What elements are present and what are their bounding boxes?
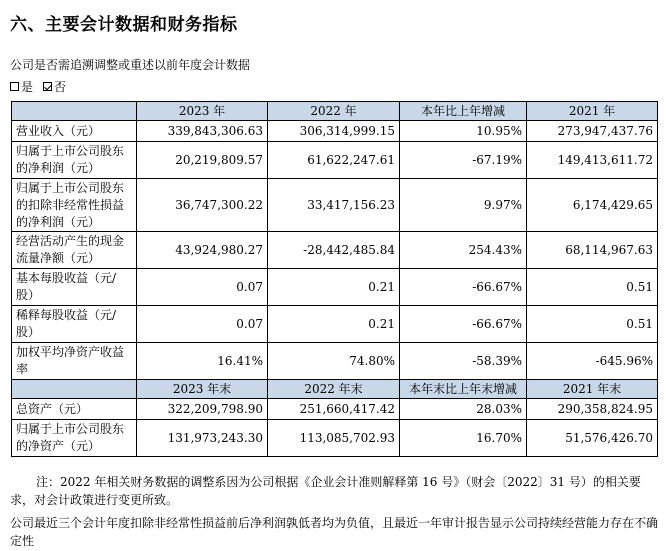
table-cell: 20,219,809.57 (137, 142, 268, 179)
row-label: 总资产（元） (12, 399, 137, 420)
table-cell: 61,622,247.61 (268, 142, 400, 179)
option-yes[interactable] (10, 78, 33, 95)
going-concern-statement: 公司最近三个会计年度扣除非经常性损益前后净利润孰低者均为负值，且最近一年审计报告显示公司持续经营能力存在不确定性 (10, 516, 659, 548)
table-cell: -28,442,485.84 (268, 232, 400, 269)
table-cell: 0.07 (137, 306, 268, 343)
column-header: 2021 年末 (527, 380, 658, 399)
column-header: 2023 年末 (137, 380, 268, 399)
restatement-question: 公司是否需追溯调整或重述以前年度会计数据 (10, 58, 251, 72)
column-header (12, 380, 137, 399)
option-no-label: 否 (54, 80, 67, 94)
column-header: 本年末比上年末增减 (400, 380, 527, 399)
table-cell: -58.39% (400, 343, 527, 380)
table-row (12, 399, 658, 420)
table-cell: 0.21 (268, 306, 400, 343)
row-label: 营业收入（元） (12, 121, 137, 142)
column-header: 本年比上年增减 (400, 102, 527, 121)
restatement-options (10, 78, 72, 95)
table-cell: 149,413,611.72 (527, 142, 658, 179)
table-row (12, 179, 658, 232)
column-header: 2023 年 (137, 102, 268, 121)
column-header: 2022 年末 (268, 380, 400, 399)
option-yes-label: 是 (21, 80, 34, 94)
checkbox-no-checked-icon[interactable] (43, 82, 52, 91)
column-header: 2022 年 (268, 102, 400, 121)
table-cell: 9.97% (400, 179, 527, 232)
financial-data-table (11, 101, 658, 457)
table-row (12, 121, 658, 142)
table-cell: -645.96% (527, 343, 658, 380)
table-cell: 74.80% (268, 343, 400, 380)
row-label: 基本每股收益（元/股） (12, 269, 137, 306)
table-row (12, 142, 658, 179)
table-header-row (12, 380, 658, 399)
checkbox-yes-icon[interactable] (10, 82, 19, 91)
table-cell: 273,947,437.76 (527, 121, 658, 142)
table-row (12, 343, 658, 380)
table-cell: 131,973,243.30 (137, 420, 268, 457)
table-cell: 322,209,798.90 (137, 399, 268, 420)
table-cell: -66.67% (400, 306, 527, 343)
column-header (12, 102, 137, 121)
row-label: 加权平均净资产收益率 (12, 343, 137, 380)
section-title: 六、主要会计数据和财务指标 (10, 15, 238, 35)
table-cell: 251,660,417.42 (268, 399, 400, 420)
table-cell: 0.51 (527, 269, 658, 306)
row-label: 归属于上市公司股东的净资产（元） (12, 420, 137, 457)
table-cell: 113,085,702.93 (268, 420, 400, 457)
table-cell: 33,417,156.23 (268, 179, 400, 232)
table-row (12, 269, 658, 306)
table-cell: 6,174,429.65 (527, 179, 658, 232)
footnote: 注：2022 年相关财务数据的调整系因为公司根据《企业会计准则解释第 16 号》（财会〔2022〕31 号）的相关要求，对会计政策进行变更所致。 (10, 475, 641, 507)
table-cell: 339,843,306.63 (137, 121, 268, 142)
table-cell: 16.41% (137, 343, 268, 380)
table-row (12, 232, 658, 269)
row-label: 稀释每股收益（元/股） (12, 306, 137, 343)
row-label: 归属于上市公司股东的扣除非经常性损益的净利润（元） (12, 179, 137, 232)
table-cell: 16.70% (400, 420, 527, 457)
table-cell: 0.51 (527, 306, 658, 343)
table-cell: 0.21 (268, 269, 400, 306)
table-row (12, 420, 658, 457)
table-cell: 0.07 (137, 269, 268, 306)
table-cell: 254.43% (400, 232, 527, 269)
table-cell: 290,358,824.95 (527, 399, 658, 420)
table-cell: 43,924,980.27 (137, 232, 268, 269)
table-row (12, 306, 658, 343)
row-label: 归属于上市公司股东的净利润（元） (12, 142, 137, 179)
table-cell: 51,576,426.70 (527, 420, 658, 457)
table-cell: 10.95% (400, 121, 527, 142)
table-cell: 36,747,300.22 (137, 179, 268, 232)
table-cell: 68,114,967.63 (527, 232, 658, 269)
table-cell: -67.19% (400, 142, 527, 179)
table-header-row (12, 102, 658, 121)
column-header: 2021 年 (527, 102, 658, 121)
table-cell: 306,314,999.15 (268, 121, 400, 142)
table-cell: -66.67% (400, 269, 527, 306)
row-label: 经营活动产生的现金流量净额（元） (12, 232, 137, 269)
table-cell: 28.03% (400, 399, 527, 420)
option-no[interactable] (43, 78, 66, 95)
